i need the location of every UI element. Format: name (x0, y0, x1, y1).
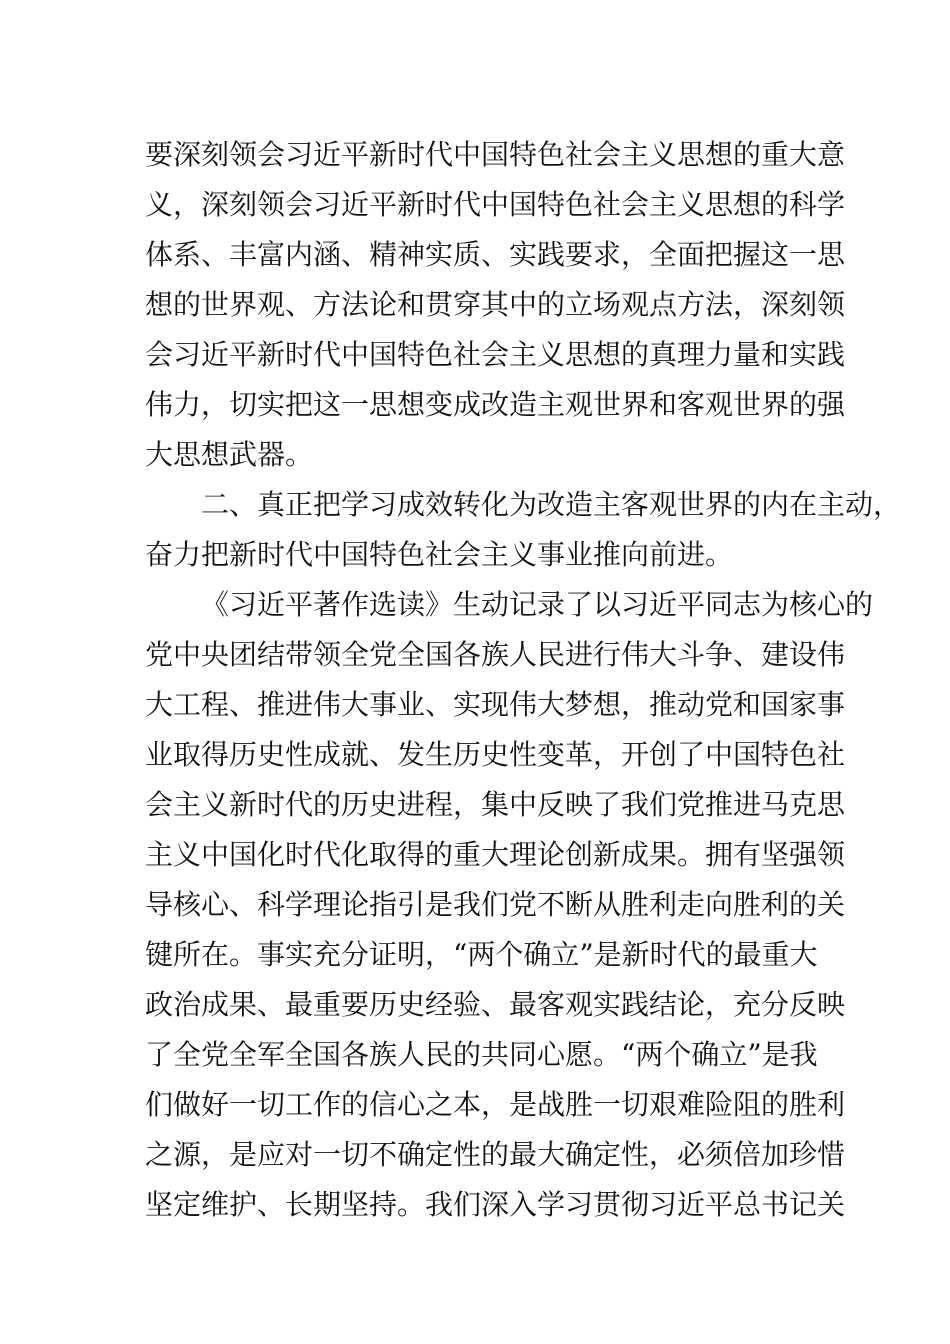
text-line: 会主义新时代的历史进程，集中反映了我们党推进马克思 (145, 788, 846, 821)
section-heading-continued: 奋力把新时代中国特色社会主义事业推向前进。 (145, 538, 734, 571)
text-line: 党中央团结带领全党全国各族人民进行伟大斗争、建设伟 (145, 638, 846, 671)
text-line: 想的世界观、方法论和贯穿其中的立场观点方法，深刻领 (145, 288, 846, 321)
text-line: 政治成果、最重要历史经验、最客观实践结论，充分反映 (145, 988, 846, 1021)
text-line: 伟力，切实把这一思想变成改造主观世界和客观世界的强 (145, 388, 846, 421)
section-heading: 二、真正把学习成效转化为改造主客观世界的内在主动， (201, 488, 902, 521)
text-line: 大工程、推进伟大事业、实现伟大梦想，推动党和国家事 (145, 688, 846, 721)
paragraph-start: 《习近平著作选读》生动记录了以习近平同志为核心的 (201, 588, 874, 621)
text-line: 大思想武器。 (145, 438, 314, 471)
text-line: 体系、丰富内涵、精神实质、实践要求，全面把握这一思 (145, 238, 846, 271)
text-line: 了全党全军全国各族人民的共同心愿。“两个确立”是我 (145, 1038, 818, 1071)
text-line: 会习近平新时代中国特色社会主义思想的真理力量和实践 (145, 338, 846, 371)
text-line: 键所在。事实充分证明，“两个确立”是新时代的最重大 (145, 938, 818, 971)
text-line: 要深刻领会习近平新时代中国特色社会主义思想的重大意 (145, 138, 846, 171)
text-line: 之源，是应对一切不确定性的最大确定性，必须倍加珍惜 (145, 1138, 846, 1171)
text-line: 们做好一切工作的信心之本，是战胜一切艰难险阻的胜利 (145, 1088, 846, 1121)
text-line: 坚定维护、长期坚持。我们深入学习贯彻习近平总书记关 (145, 1188, 846, 1221)
text-line: 业取得历史性成就、发生历史性变革，开创了中国特色社 (145, 738, 846, 771)
text-line: 主义中国化时代化取得的重大理论创新成果。拥有坚强领 (145, 838, 846, 871)
text-line: 导核心、科学理论指引是我们党不断从胜利走向胜利的关 (145, 888, 846, 921)
body-text (145, 130, 902, 1230)
text-line: 义，深刻领会习近平新时代中国特色社会主义思想的科学 (145, 188, 846, 221)
